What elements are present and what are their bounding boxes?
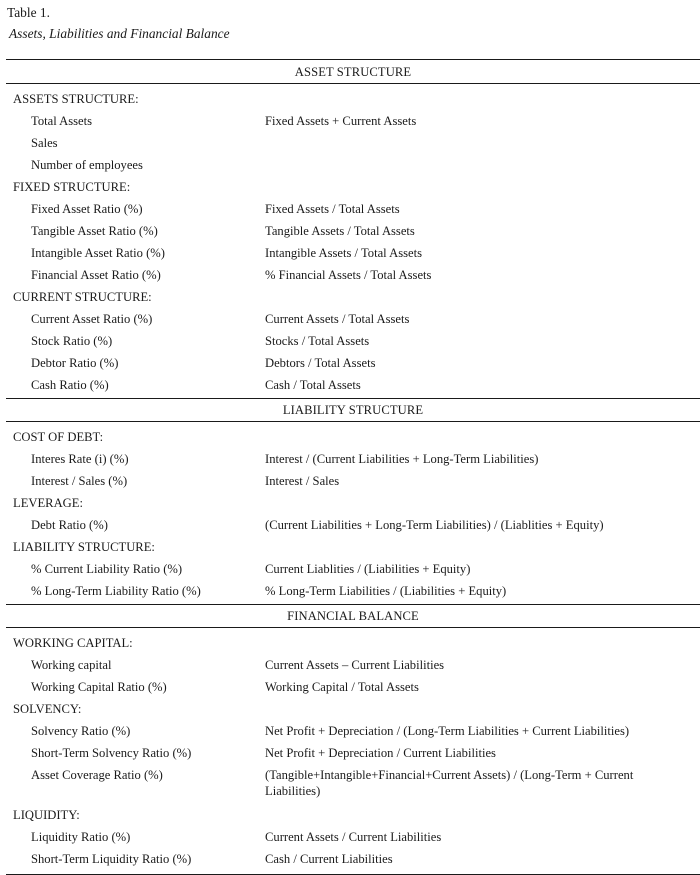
ratio-name: Tangible Asset Ratio (%) [31, 224, 158, 238]
ratio-formula: Current Assets – Current Liabilities [265, 658, 445, 672]
ratio-formula [265, 154, 700, 176]
ratio-name: Interes Rate (i) (%) [31, 452, 129, 466]
ratio-formula: Cash / Total Assets [265, 378, 361, 392]
ratio-formula [265, 132, 700, 154]
ratio-table [6, 59, 700, 875]
table-row [6, 242, 700, 264]
table-row [6, 514, 700, 536]
table-row [6, 448, 700, 470]
table-row [6, 308, 700, 330]
group-label: CURRENT STRUCTURE: [13, 290, 152, 304]
table-caption [7, 2, 230, 44]
table-row [6, 720, 700, 742]
ratio-name: Current Asset Ratio (%) [31, 312, 153, 326]
group-label: FIXED STRUCTURE: [13, 180, 131, 194]
ratio-formula: Current Assets / Current Liabilities [265, 830, 442, 844]
ratio-name: Short-Term Liquidity Ratio (%) [31, 852, 192, 866]
table-number: Table 1. [7, 5, 50, 20]
group-label: LIABILITY STRUCTURE: [13, 540, 155, 554]
table-row [6, 154, 700, 176]
group-label: LIQUIDITY: [13, 808, 80, 822]
ratio-formula: Cash / Current Liabilities [265, 852, 393, 866]
table-row [6, 676, 700, 698]
ratio-name: Sales [31, 136, 58, 150]
ratio-formula: Fixed Assets + Current Assets [265, 114, 417, 128]
section-body [6, 422, 700, 604]
ratio-formula: Working Capital / Total Assets [265, 680, 419, 694]
ratio-name: Short-Term Solvency Ratio (%) [31, 746, 192, 760]
section-header: LIABILITY STRUCTURE [6, 398, 700, 422]
group-label: ASSETS STRUCTURE: [13, 92, 139, 106]
ratio-name: % Long-Term Liability Ratio (%) [31, 584, 201, 598]
table-row [6, 470, 700, 492]
ratio-formula: Intangible Assets / Total Assets [265, 246, 423, 260]
table-row [6, 110, 700, 132]
ratio-name: Cash Ratio (%) [31, 378, 109, 392]
section-body [6, 628, 700, 872]
section-body [6, 84, 700, 398]
ratio-formula: Tangible Assets / Total Assets [265, 224, 415, 238]
ratio-formula: (Current Liabilities + Long-Term Liabilities) / (Liablities + Equity) [265, 518, 604, 532]
ratio-formula: Current Liablities / (Liabilities + Equity) [265, 562, 471, 576]
table-row [6, 220, 700, 242]
ratio-name: Debtor Ratio (%) [31, 356, 119, 370]
ratio-name: Working Capital Ratio (%) [31, 680, 167, 694]
ratio-name: % Current Liability Ratio (%) [31, 562, 183, 576]
ratio-formula: Interest / (Current Liabilities + Long-Term Liabilities) [265, 452, 539, 466]
ratio-formula: Debtors / Total Assets [265, 356, 376, 370]
section-header: ASSET STRUCTURE [6, 61, 700, 84]
ratio-formula: Net Profit + Depreciation / (Long-Term Liabilities + Current Liabilities) [265, 724, 630, 738]
ratio-name: Interest / Sales (%) [31, 474, 128, 488]
ratio-formula: (Tangible+Intangible+Financial+Current Assets) / (Long-Term + Current Liabilities) [265, 768, 634, 798]
ratio-name: Solvency Ratio (%) [31, 724, 131, 738]
section-header: FINANCIAL BALANCE [6, 604, 700, 628]
group-label: WORKING CAPITAL: [13, 636, 133, 650]
table-row [6, 352, 700, 374]
table-row [6, 826, 700, 848]
table-row [6, 330, 700, 352]
ratio-formula: Stocks / Total Assets [265, 334, 370, 348]
ratio-name: Working capital [31, 658, 112, 672]
table-row [6, 198, 700, 220]
ratio-name: Intangible Asset Ratio (%) [31, 246, 165, 260]
table-row [6, 558, 700, 580]
table-row [6, 848, 700, 870]
ratio-name: Number of employees [31, 158, 143, 172]
ratio-formula: % Long-Term Liabilities / (Liabilities + Equity) [265, 584, 507, 598]
ratio-name: Liquidity Ratio (%) [31, 830, 131, 844]
ratio-formula: Net Profit + Depreciation / Current Liabilities [265, 746, 496, 760]
table-subtitle: Assets, Liabilities and Financial Balance [9, 26, 230, 41]
group-label: SOLVENCY: [13, 702, 82, 716]
ratio-name: Stock Ratio (%) [31, 334, 113, 348]
ratio-name: Asset Coverage Ratio (%) [31, 768, 163, 782]
table-row [6, 132, 700, 154]
group-label: LEVERAGE: [13, 496, 83, 510]
ratio-formula: Current Assets / Total Assets [265, 312, 410, 326]
ratio-formula: Interest / Sales [265, 474, 340, 488]
ratio-formula: % Financial Assets / Total Assets [265, 268, 432, 282]
table-row [6, 374, 700, 396]
ratio-name: Debt Ratio (%) [31, 518, 108, 532]
ratio-formula: Fixed Assets / Total Assets [265, 202, 400, 216]
ratio-name: Fixed Asset Ratio (%) [31, 202, 143, 216]
group-label: COST OF DEBT: [13, 430, 104, 444]
table-row [6, 580, 700, 602]
table-row [6, 764, 700, 804]
ratio-name: Financial Asset Ratio (%) [31, 268, 161, 282]
table-row [6, 742, 700, 764]
table-row [6, 654, 700, 676]
table-row [6, 264, 700, 286]
ratio-name: Total Assets [31, 114, 93, 128]
